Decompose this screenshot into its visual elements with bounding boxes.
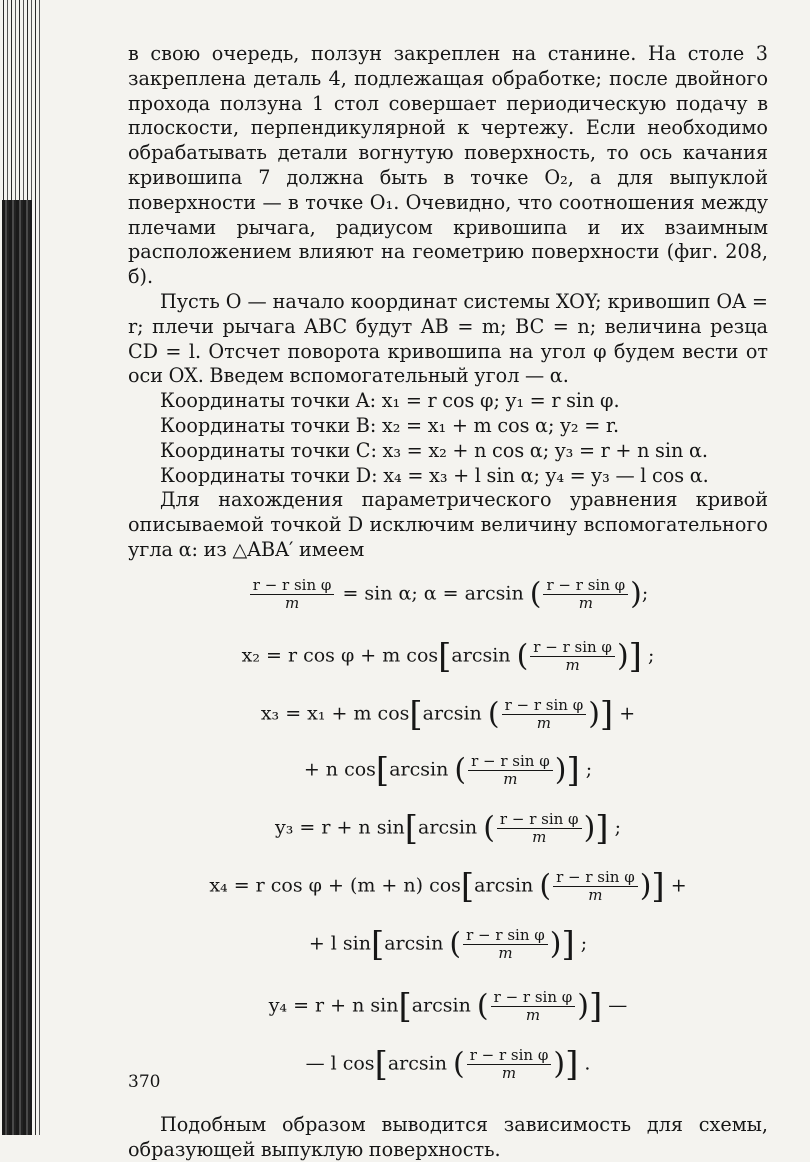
eq7-lhs: + l sin <box>308 932 371 955</box>
fraction: $\frac{\text{r − r sin φ}}{m}$ <box>502 697 587 732</box>
paragraph-2: Пусть O — начало координат системы XOY; кривошип OA = r; плечи рычага ABC будут AB = m; BC = n; величина резца CD = l. Отсчет поворота кривошипа на угол φ будем вести от оси OX. Введем вспомогательный угол — α. <box>128 289 768 388</box>
equation-4: + n cos[arcsin ( $\frac{\text{r − r sin φ}}{m}$ )] ; <box>303 750 593 791</box>
fraction: $\frac{\text{r − r sin φ}}{m}$ <box>463 927 548 962</box>
fraction: $\frac{\text{r − r sin φ}}{m}$ <box>250 577 335 612</box>
arcsin: arcsin <box>451 644 511 667</box>
arcsin: arcsin <box>418 816 478 839</box>
closing-text <box>128 1113 768 1162</box>
eq1-mid: = sin α; α = arcsin <box>342 582 524 605</box>
equation-8: y₄ = r + n sin[arcsin ( $\frac{\text{r − r sin φ}}{m}$ )] — <box>268 986 628 1027</box>
eq6-lhs: x₄ = r cos φ + (m + n) cos <box>209 874 461 897</box>
coord-c: Координаты точки C: x₃ = x₂ + n cos α; y₃ = r + n sin α. <box>160 438 709 462</box>
fraction: $\frac{\text{r − r sin φ}}{m}$ <box>467 1047 552 1082</box>
arcsin: arcsin <box>384 932 444 955</box>
eq5-lhs: y₃ = r + n sin <box>274 816 405 839</box>
arcsin: arcsin <box>474 874 534 897</box>
fraction: $\frac{\text{r − r sin φ}}{m}$ <box>497 811 582 846</box>
formulas <box>128 577 768 1097</box>
book-binding-edge <box>0 0 40 1135</box>
eq4-lhs: + n cos <box>303 758 376 781</box>
eq3-lhs: x₃ = x₁ + m cos <box>260 702 410 725</box>
fraction: $\frac{\text{r − r sin φ}}{m}$ <box>553 869 638 904</box>
fraction: $\frac{\text{r − r sin φ}}{m}$ <box>468 753 553 788</box>
arcsin: arcsin <box>422 702 482 725</box>
body-text <box>128 42 768 563</box>
coord-a: Координаты точки A: x₁ = r cos φ; y₁ = r sin φ. <box>160 389 620 413</box>
equation-1: $\frac{\text{r − r sin φ}}{m}$ = sin α; α = arcsin ( $\frac{\text{r − r sin φ}}{m}$ ); <box>128 577 768 612</box>
coord-b: Координаты точки B: x₂ = x₁ + m cos α; y₂ = r. <box>160 413 620 437</box>
coord-d: Координаты точки D: x₄ = x₃ + l sin α; y₄ = y₃ — l cos α. <box>160 463 709 487</box>
page-number: 370 <box>128 1072 161 1092</box>
fraction: $\frac{\text{r − r sin φ}}{m}$ <box>543 577 628 612</box>
equation-3: x₃ = x₁ + m cos[arcsin ( $\frac{\text{r − r sin φ}}{m}$ )] + <box>260 694 636 735</box>
arcsin: arcsin <box>387 1052 447 1075</box>
paragraph-closing: Подобным образом выводится зависимость для схемы, образующей выпуклую поверхность. <box>128 1112 768 1161</box>
fraction: $\frac{\text{r − r sin φ}}{m}$ <box>530 639 615 674</box>
arcsin: arcsin <box>411 994 471 1017</box>
fraction: $\frac{\text{r − r sin φ}}{m}$ <box>491 989 576 1024</box>
page-content <box>128 42 768 1162</box>
paragraph-3: Для нахождения параметрического уравнения кривой описываемой точкой D исключим величину вспомогательного угла α: из △ABA′ имеем <box>128 488 768 561</box>
eq9-lhs: — l cos <box>305 1052 375 1075</box>
eq2-lhs: x₂ = r cos φ + m cos <box>241 644 439 667</box>
equation-2: x₂ = r cos φ + m cos[arcsin ( $\frac{\text{r − r sin φ}}{m}$ )] ; <box>241 636 655 677</box>
eq8-lhs: y₄ = r + n sin <box>268 994 399 1017</box>
arcsin: arcsin <box>389 758 449 781</box>
equation-9: — l cos[arcsin ( $\frac{\text{r − r sin φ}}{m}$ )] . <box>305 1044 591 1085</box>
paragraph-1: в свою очередь, ползун закреплен на станине. На столе 3 закреплена деталь 4, подлежащая обработке; после двойного прохода ползуна 1 стол совершает периодическую подачу в плоскости, перпендикулярной к чертежу. Если необходимо обрабатывать детали вогнутую поверхность, то ось качания кривошипа 7 должна быть в точке O₂, а для выпуклой поверхности — в точке O₁. Очевидно, что соотношения между плечами рычага, радиусом кривошипа и их взаимным расположением влияют на геометрию поверхности (фиг. 208, б). <box>128 42 768 289</box>
equation-6: x₄ = r cos φ + (m + n) cos[arcsin ( $\frac{\text{r − r sin φ}}{m}$ )] + <box>209 866 687 907</box>
equation-7: + l sin[arcsin ( $\frac{\text{r − r sin φ}}{m}$ )] ; <box>308 924 588 965</box>
equation-5: y₃ = r + n sin[arcsin ( $\frac{\text{r − r sin φ}}{m}$ )] ; <box>274 808 621 849</box>
